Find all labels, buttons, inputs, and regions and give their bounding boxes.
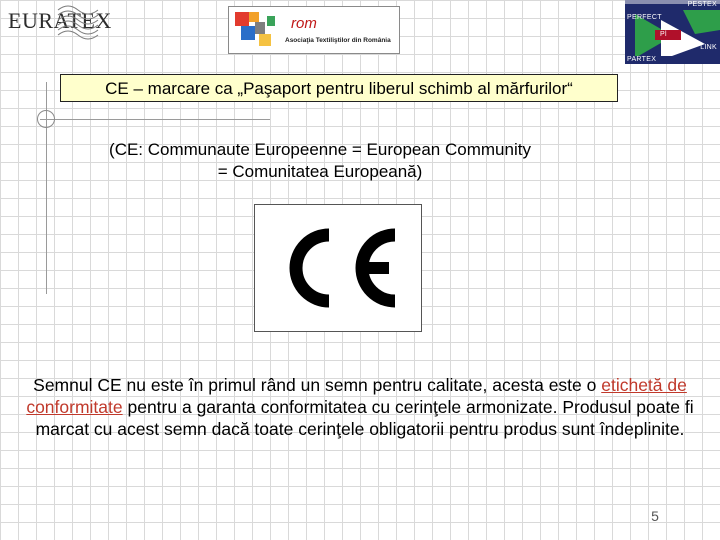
conformity-label-link[interactable]: etichetă de conformitate — [26, 375, 687, 417]
partex-link-label: LINK — [700, 44, 717, 51]
page-number: 5 — [651, 508, 659, 524]
ce-explanation-text-end: pentru a garanta conformitatea cu cerinţele armonizate. Produsul poate fi marcat cu acest semn dacă toate cerinţele obligatorii pentru produs sunt îndeplinite. — [35, 397, 694, 439]
euratex-logo-text: EURATEX — [8, 8, 112, 33]
decorative-circle — [37, 110, 55, 128]
ce-definition-line-1: (CE: Communaute Europeenne = European Community — [109, 140, 531, 159]
atr-emblem-icon — [231, 8, 287, 52]
ce-mark-icon — [255, 205, 421, 331]
atr-tagline: Asociaţia Textiliştilor din România — [285, 37, 391, 44]
atr-logo — [228, 6, 400, 54]
partex-plus-label: Pl — [660, 31, 667, 38]
ce-explanation-text-start: Semnul CE nu este în primul rând un semn pentru calitate, acesta este o — [33, 375, 602, 395]
slide-title: CE – marcare ca „Paşaport pentru liberul schimb al mărfurilor“ — [60, 74, 618, 102]
euratex-logo — [0, 0, 112, 48]
partex-top-label: PESTEX — [687, 1, 717, 8]
ce-definition — [70, 139, 570, 183]
atr-brand-text: rom — [291, 15, 317, 32]
euratex-wave-icon — [56, 0, 104, 46]
ce-definition-line-2: = Comunitatea Europeană) — [217, 162, 423, 181]
ce-explanation — [20, 374, 700, 440]
partex-bottom-label: PARTEX — [627, 56, 657, 63]
ce-mark-image — [254, 204, 422, 332]
decorative-horizontal-line — [40, 119, 270, 120]
partex-logo — [625, 0, 720, 64]
partex-graphic-icon — [625, 0, 720, 64]
partex-perfect-label: PERFECT — [627, 14, 662, 21]
